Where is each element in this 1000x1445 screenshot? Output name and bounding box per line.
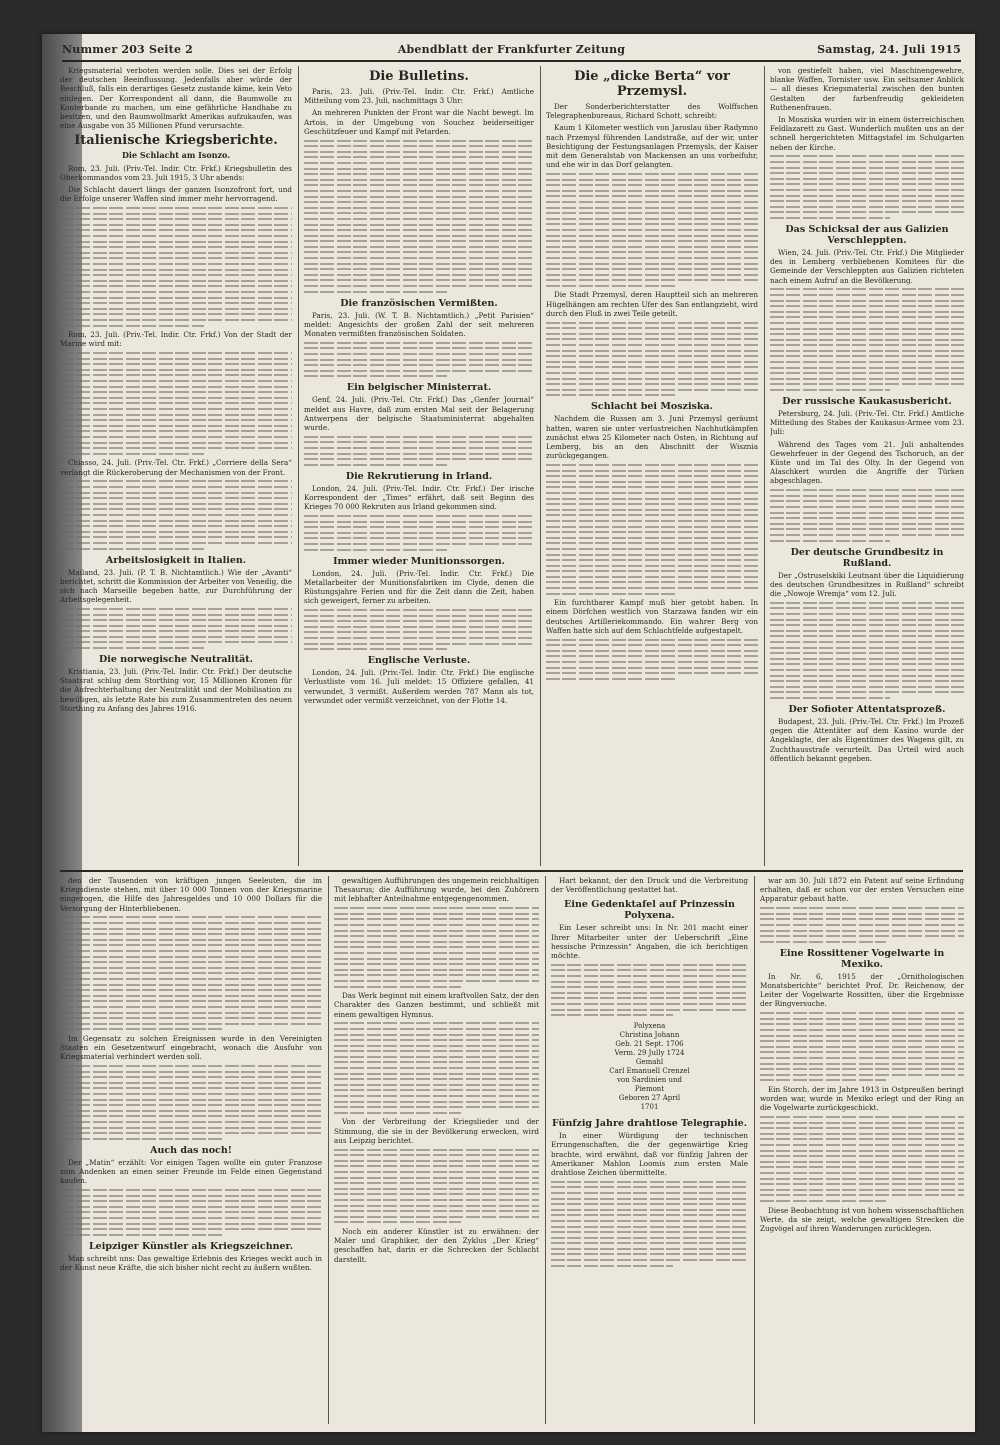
text-lines bbox=[60, 480, 292, 549]
article-text: Noch ein anderer Künstler ist zu erwähnen: der Maler und Graphiker, der den Zyklus „Der Krieg“ geschaffen hat, darin er die Schrecken der Schlacht darstellt. bbox=[334, 1226, 539, 1264]
article-text: Die Schlacht dauert längs der ganzen Isonzofront fort, und die Erfolge unserer Waffen sind immer mehr hervorragend. bbox=[60, 185, 292, 204]
section-heading: Italienische Kriegsberichte. bbox=[74, 133, 278, 149]
article-text: Das Werk beginnt mit einem kraftvollen Satz, der den Charakter des Ganzen bestimmt, und schließt mit einem gewaltigen Hymnus. bbox=[334, 991, 539, 1019]
feuilleton-column-3 bbox=[551, 876, 748, 1424]
column-1 bbox=[60, 66, 292, 866]
feuilleton-divider bbox=[60, 870, 963, 872]
article-text: Kriegsmaterial verboten werden solle. Dies sei der Erfolg der deutschen Beeinflussung. Jedenfalls aber würde der Beschluß, falls ein derartiges Gesetz zustande käme, kein Veto einlegen. Der Korrespondent all dann, die Baumwolle zu Konterbande zu machen, um eine gefährliche Handhabe zu besitzen, und den Baumwollmarkt Amerikas aufzukaufen, was eine Ausgabe von 35 Millionen Pfund verursachte. bbox=[60, 66, 292, 131]
text-lines bbox=[334, 907, 539, 987]
issue-page-number: Nummer 203 Seite 2 bbox=[62, 43, 194, 56]
article-text: Der Sonderberichterstatter des Wolffschen Telegraphenbureaus, Richard Schott, schreibt: bbox=[546, 102, 758, 121]
article-heading: Eine Rossittener Vogelwarte in Mexiko. bbox=[779, 947, 945, 970]
issue-date: Samstag, 24. Juli 1915 bbox=[817, 43, 961, 56]
text-lines bbox=[60, 207, 292, 326]
text-lines bbox=[770, 155, 964, 219]
text-lines bbox=[551, 1181, 748, 1267]
text-lines bbox=[546, 639, 758, 680]
article-heading: Der deutsche Grundbesitz in Rußland. bbox=[790, 546, 944, 569]
text-lines bbox=[334, 1022, 539, 1114]
article-heading: Die norwegische Neutralität. bbox=[99, 654, 253, 666]
article-text: von gestiefelt haben, viel Maschinengewehre, blanke Waffen, Tornister usw. Ein seltsamer Anblick — all dieses Kriegsmaterial zwischen den bunten Gestalten der farbenfreudig gekleideten Ruthenenfrauen. bbox=[770, 66, 964, 112]
column-rule bbox=[754, 876, 755, 1424]
text-lines bbox=[760, 1012, 964, 1081]
article-text: Ein Storch, der im Jahre 1913 in Ostpreußen beringt worden war, wurde in Mexiko erlegt und der Ring an die Vogelwarte zurückgeschickt. bbox=[760, 1084, 964, 1113]
article-text: Ein furchtbarer Kampf muß hier getobt haben. In einem Dörfchen westlich von Starzawa fanden wir ein deutsches Artilleriekommando. Ein wahrer Berg von Waffen hatte sich auf dem Schlachtfelde aufgestapelt. bbox=[546, 598, 758, 635]
column-rule bbox=[298, 66, 299, 866]
section-heading: Die Bulletins. bbox=[369, 69, 469, 84]
feuilleton-column-4 bbox=[760, 876, 964, 1424]
column-rule bbox=[545, 876, 546, 1424]
article-text: Von der Verbreitung der Kriegslieder und der Stimmung, die sie in der Bevölkerung erwecken, wird aus Leipzig berichtet. bbox=[334, 1117, 539, 1145]
column-rule bbox=[764, 66, 765, 866]
section-subheading: Die Schlacht am Isonzo. bbox=[121, 150, 231, 161]
article-heading: Fünfzig Jahre drahtlose Telegraphie. bbox=[551, 1118, 748, 1130]
text-lines bbox=[770, 288, 964, 391]
text-lines bbox=[304, 436, 534, 466]
text-lines bbox=[334, 1149, 539, 1224]
text-lines bbox=[546, 464, 758, 595]
text-lines bbox=[760, 907, 964, 943]
article-heading: Ein belgischer Ministerrat. bbox=[346, 382, 492, 394]
text-lines bbox=[60, 608, 292, 649]
article-text: war am 30. Juli 1872 ein Patent auf seine Erfindung erhalten, daß er schon vor der ersten Versuchen eine Apparatur gebaut hatte. bbox=[760, 876, 964, 904]
feuilleton-column-2 bbox=[334, 876, 539, 1424]
article-text: Wien, 24. Juli. (Priv.-Tel. Ctr. Frkf.) Die Mitglieder des in Lemberg verbliebenen Komitees für die Gemeinde der Verschleppten aus Galizien richteten nach einem Aufruf an die Bevölkerung. bbox=[770, 247, 964, 285]
text-lines bbox=[60, 1189, 322, 1236]
article-text: London, 24. Juli. (Priv.-Tel. Indir. Ctr. Frkf.) Die Metallarbeiter der Munitionsfabriken im Clyde, denen die Rüstungsjahre Ferien und für die Zeit dann die Zeit, haben sich geweigert, ferner zu arbeiten. bbox=[304, 568, 534, 606]
text-lines bbox=[60, 916, 322, 1030]
memorial-inscription: Polyxena Christina Johann Geb. 21 Sept. 1706 Verm. 29 Jully 1724 Gemahl Carl Emanuell Crenzel von Sardinien und Piemont Geboren 27 April 1701 bbox=[609, 1022, 690, 1112]
text-lines bbox=[770, 602, 964, 699]
article-text: Petersburg, 24. Juli. (Priv.-Tel. Ctr. Frkf.) Amtliche Mitteilung des Stabes der Kaukasus-Armee vom 23. Juli: bbox=[770, 409, 964, 437]
article-text: Der „Matin“ erzählt: Vor einigen Tagen wollte ein guter Franzose zum Andenken an einen seiner Freunde im Felde einen Gegenstand kaufen. bbox=[60, 1157, 322, 1186]
text-lines bbox=[551, 964, 748, 1016]
column-2 bbox=[304, 66, 534, 866]
article-heading: Das Schicksal der aus Galizien Verschleppten. bbox=[785, 223, 949, 246]
masthead bbox=[62, 42, 961, 62]
article-heading: Arbeitslosigkeit in Italien. bbox=[105, 554, 247, 566]
article-text: Kaum 1 Kilometer westlich von Jaroslau über Radymno nach Przemysl führenden Landstraße, auf der wir, unter Besichtigung der Festungsanlagen Przemysls, der Kaiser mit dem Generalstab von Mackensen an uns vorbeifuhr, und ehe wir in das Dorf gelangten. bbox=[546, 123, 758, 170]
article-text: Kristiania, 23. Juli. (Priv.-Tel. Indir. Ctr. Frkf.) Der deutsche Staatsrat schlug dem Storthing vor, 15 Millionen Kronen für die Aufrechterhaltung der Neutralität und der Mobilisation zu bewilligen, als letzte Rate bis zum Zusammentreten des neuen Storthing zu Anfang des Jahres 1916. bbox=[60, 667, 292, 713]
text-lines bbox=[770, 489, 964, 541]
article-text: Während des Tages vom 21. Juli anhaltendes Gewehrfeuer in der Gegend des Tschoruch, an der Küste und im Tal des Olty. In der Gegend von Alaschkert wurden die Angriffe der Türken abgeschlagen. bbox=[770, 439, 964, 486]
newspaper-page bbox=[42, 34, 975, 1432]
article-heading: Eine Gedenktafel auf Prinzessin Polyxena. bbox=[564, 899, 735, 922]
article-text: Rom, 23. Juli. (Priv.-Tel. Indir. Ctr. Frkf.) Von der Stadt der Marine wird mit: bbox=[60, 330, 292, 349]
article-text: Hart bekannt, der den Druck und die Verbreitung der Veröffentlichung gestattet hat. bbox=[551, 876, 748, 895]
column-4 bbox=[770, 66, 964, 866]
text-lines bbox=[60, 1065, 322, 1140]
article-text: den der Tausenden von kräftigen jungen Seeleuten, die im Kriegsdienste stehen, mit über 10 000 Tonnen von der Kriegsmarine eingezogen, die Hilfe des Jahresgeldes und 10 000 Dollars für die Versorgung der Hinterbliebenen. bbox=[60, 876, 322, 913]
text-lines bbox=[546, 173, 758, 287]
article-heading: Die Rekrutierung in Irland. bbox=[345, 470, 493, 482]
article-text: gewaltigen Aufführungen des ungemein reichhaltigen Thesaurus; die Aufführung wurde, bei den Zuhörern mit lebhafter Anteilnahme entgegengenommen. bbox=[334, 876, 539, 904]
article-heading: Auch das noch! bbox=[150, 1144, 232, 1156]
article-text: Man schreibt uns: Das gewaltige Erlebnis des Krieges weckt auch in der Kunst neue Kräfte, die sich bisher nicht recht zu äußern wußten. bbox=[60, 1253, 322, 1272]
article-text: Paris, 23. Juli. (W. T. B. Nichtamtlich.) „Petit Parisien“ meldet: Angesichts der großen Zahl der seit mehreren Monaten vermißten französischen Soldaten. bbox=[304, 310, 534, 339]
article-text: Der „Ostruselskiki Leutnant über die Liquidierung des deutschen Grundbesitzes in Rußland“ schreibt die „Nowoje Wremja“ vom 12. Juli. bbox=[770, 570, 964, 599]
text-lines bbox=[304, 342, 534, 378]
article-text: In Nr. 6, 1915 der „Ornithologischen Monatsberichte“ berichtet Prof. Dr. Reichenow, der Leiter der Vogelwarte Rossitten, über die Ergebnisse der Ringversuche. bbox=[760, 971, 964, 1009]
article-text: Die Stadt Przemysl, deren Hauptteil sich an mehreren Hügelhängen am rechten Ufer des San entlangzieht, wird durch den Fluß in zwei Teile geteilt. bbox=[546, 290, 758, 318]
article-text: Genf, 24. Juli. (Priv.-Tel. Ctr. Frkf.) Das „Genfer Journal“ meldet aus Havre, daß zum ersten Mal seit der Belagerung Antwerpens der belgische Staatsministerrat abgehalten wurde. bbox=[304, 395, 534, 433]
text-lines bbox=[304, 609, 534, 650]
text-lines bbox=[60, 352, 292, 455]
article-heading: Englische Verluste. bbox=[367, 655, 471, 667]
article-heading: Leipziger Künstler als Kriegszeichner. bbox=[89, 1240, 293, 1252]
article-text: Im Gegensatz zu solchen Ereignissen wurde in den Vereinigten Staaten ein Gesetzentwurf eingebracht, wonach die Ausfuhr von Kriegsmaterial verhindert werden soll. bbox=[60, 1033, 322, 1062]
article-text: An mehreren Punkten der Front war die Nacht bewegt. Im Artois, in der Umgebung von Souchez beiderseitiger Geschützfeuer und Kampf mit Petarden. bbox=[304, 108, 534, 136]
text-lines bbox=[304, 515, 534, 551]
article-text: Ein Leser schreibt uns: In Nr. 201 macht einer Ihrer Mitarbeiter unter der Ueberschrift „Eine hessische Prinzessin“ Angaben, die ich berichtigen möchte. bbox=[551, 923, 748, 961]
article-text: Paris, 23. Juli. (Priv.-Tel. Indir. Ctr. Frkf.) Amtliche Mitteilung vom 23. Juli, nachmittags 3 Uhr: bbox=[304, 87, 534, 106]
text-lines bbox=[546, 322, 758, 397]
article-text: In einer Würdigung der technischen Errungenschaften, die der gegenwärtige Krieg brachte, wird erwähnt, daß vor fünfzig Jahren der Amerikaner Mahlon Loomis zum ersten Male drahtlose Zeichen übermittelte. bbox=[551, 1131, 748, 1177]
article-text: In Mosziska wurden wir in einem österreichischen Feldlazarett zu Gast. Wunderlich mußten uns an der schnell hergerichteten Mittagstafel im Schulgarten neben der Kirche. bbox=[770, 115, 964, 152]
article-text: Chiasso, 24. Juli. (Priv.-Tel. Ctr. Frkf.) „Corriere della Sera“ verlangt die Rückeroberung der Mechanismen von der Front. bbox=[60, 458, 292, 477]
column-rule bbox=[540, 66, 541, 866]
article-heading: Der russische Kaukasusbericht. bbox=[782, 396, 952, 408]
section-heading: Die „dicke Berta“ vor Przemysl. bbox=[574, 69, 730, 99]
article-heading: Die französischen Vermißten. bbox=[340, 297, 498, 309]
article-text: Nachdem die Russen am 3. Juni Przemysl geräumt hatten, waren sie unter verlustreichen Nachhutkämpfen zunächst etwa 25 Kilometer nach Osten, in Richtung auf Lemberg, bis an den Abschnitt der Wisznia zurückgegangen. bbox=[546, 414, 758, 461]
newspaper-title: Abendblatt der Frankfurter Zeitung bbox=[397, 43, 626, 56]
text-lines bbox=[760, 1116, 964, 1202]
article-text: London, 24. Juli. (Priv.-Tel. Indir. Ctr. Frkf.) Der irische Korrespondent der „Times“ erfährt, daß seit Beginn des Krieges 70 000 Rekruten aus Irland gekommen sind. bbox=[304, 483, 534, 512]
article-text: Diese Beobachtung ist von hohem wissenschaftlichen Werte, da sie zeigt, welche gewaltigen Strecken die Zugvögel auf ihren Wanderungen zurücklegen. bbox=[760, 1205, 964, 1233]
article-heading: Schlacht bei Mosziska. bbox=[591, 401, 713, 413]
article-text: Mailand, 23. Juli. (P. T. B. Nichtamtlich.) Wie der „Avanti“ berichtet, schritt die Kommission der Arbeiter von Venedig, die sich nach Marseille begeben hatte, zur Durchführung der Arbeitsgelegenheit. bbox=[60, 567, 292, 605]
article-text: Rom, 23. Juli. (Priv.-Tel. Indir. Ctr. Frkf.) Kriegsbulletin des Oberkommandos vom 23. Juli 1915, 3 Uhr abends: bbox=[60, 163, 292, 182]
article-text: Budapest, 23. Juli. (Priv.-Tel. Ctr. Frkf.) Im Prozeß gegen die Attentäter auf dem Kasino wurde der Angeklagte, der als Eigentümer des Wagens gilt, zu Zuchthausstrafe verurteilt. Das Urteil wird auch öffentlich bekannt gegeben. bbox=[770, 716, 964, 763]
article-heading: Der Sofioter Attentatsprozeß. bbox=[788, 703, 946, 715]
article-heading: Immer wieder Munitionssorgen. bbox=[333, 555, 505, 567]
article-text: London, 24. Juli. (Priv.-Tel. Indir. Ctr. Frkf.) Die englische Verlustliste vom 16. Juli meldet: 15 Offiziere gefallen, 41 verwundet, 3 vermißt. Außerdem werden 787 Mann als tot, verwundet oder vermißt verzeichnet, von der Flotte 14. bbox=[304, 668, 534, 705]
feuilleton-column-1 bbox=[60, 876, 322, 1424]
text-lines bbox=[304, 140, 534, 293]
column-rule bbox=[328, 876, 329, 1424]
column-3 bbox=[546, 66, 758, 866]
